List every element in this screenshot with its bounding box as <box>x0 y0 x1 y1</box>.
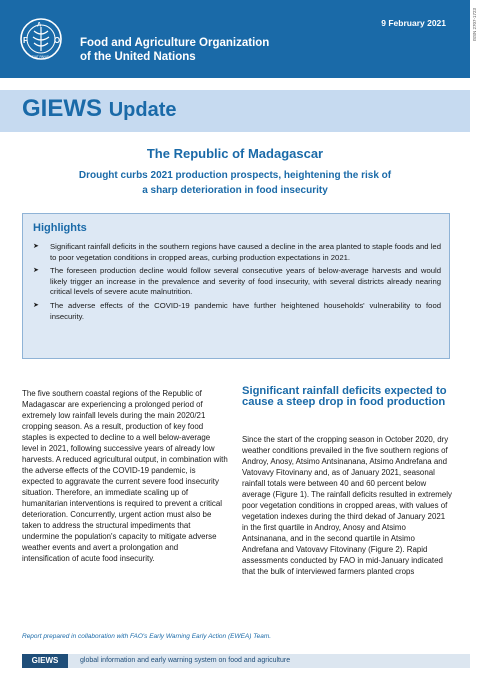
subtitle-line-1: Drought curbs 2021 production prospects, heightening the risk of <box>78 170 392 181</box>
highlights-list <box>33 242 441 325</box>
arrow-bullet-icon: ➤ <box>33 267 39 275</box>
org-name-line1: Food and Agriculture Organization <box>80 37 270 49</box>
band-title <box>22 95 176 123</box>
publication-date: 9 February 2021 <box>381 18 446 28</box>
issn-number: ISSN 2707-1723 <box>472 8 477 42</box>
highlight-text: Significant rainfall deficits in the southern regions have caused a decline in the area planted to staple foods and led to poor vegetation conditions in cropped areas, curbing production expectations in 2021. <box>50 242 441 262</box>
band-title-main: GIEWS <box>22 95 103 122</box>
footer-text: global information and early warning system on food and agriculture <box>80 657 291 664</box>
band-title-sub: Update <box>108 99 177 121</box>
highlight-text: The foreseen production decline would follow several consecutive years of below-average harvests and would likely trigger an increase in the prevalence and severity of food insecurity, with several districts already nearing critical levels of severe acute malnutrition. <box>50 266 441 297</box>
svg-text:A: A <box>37 22 42 29</box>
document-subtitle <box>60 168 410 198</box>
highlights-title: Highlights <box>33 222 87 234</box>
arrow-bullet-icon: ➤ <box>33 243 39 250</box>
org-name <box>80 36 269 64</box>
subtitle-line-2: a sharp deterioration in food insecurity <box>142 185 328 196</box>
highlight-item <box>33 266 441 298</box>
footer-label: GIEWS <box>22 654 68 668</box>
arrow-bullet-icon: ➤ <box>33 301 39 309</box>
section-heading: Significant rainfall deficits expected to cause a steep drop in food production <box>242 385 447 408</box>
svg-text:O: O <box>54 36 61 45</box>
svg-text:FIAT PANIS: FIAT PANIS <box>32 55 49 59</box>
header-banner <box>0 0 470 78</box>
highlight-text: The adverse effects of the COVID-19 pandemic have further heightened households' vulnerability to food insecurity. <box>50 300 441 321</box>
highlights-box <box>22 213 450 359</box>
highlight-item <box>33 242 441 263</box>
svg-text:F: F <box>23 36 28 45</box>
org-name-line2: of the United Nations <box>80 51 196 63</box>
footer-bar <box>22 654 470 668</box>
document-title: The Republic of Madagascar <box>146 146 324 161</box>
highlight-item <box>33 301 441 322</box>
left-column-text: The five southern coastal regions of the Republic of Madagascar are experiencing a prolonged period of extremely low rainfall levels during the main 2020/21 cropping season. As a result, production of key food staples is expected to decline to a well below-average level in 2021, following successive years of already low harvests. A reduced agricultural output, in combination with the adverse effects of the COVID-19 pandemic, is expected to aggravate the current severe food insecurity situation. Therefore, an immediate scaling up of humanitarian interventions is required to prevent a critical deterioration. Concurrently, urgent action must also be taken to address the structural impediments that undermine the population's capacity to mitigate adverse weather events and avert a prolongation and intensification of acute food insecurity. <box>22 389 228 563</box>
fao-logo <box>20 18 62 60</box>
right-column-text: Since the start of the cropping season in October 2020, dry weather conditions prevailed in the five southern regions of Androy, Anosy, Atsimo Antsinanana, Atsimo Andrefana and Vatovavy Fitovinany and, as of January 2021, seasonal rainfall totals were between 40 and 60 percent below average (Figure 1). The rainfall deficits resulted in extremely poor vegetation conditions in cropped areas, with values of vegetation indexes during the third dekad of January 2021 in the first quartile in Androy, Anosy and Atsimo Antsinanana, and in the second quartile in Atsimo Andrefana and Vatovavy Fitovinany (Figure 2). Rapid assessments conducted by FAO in mid-January indicated that the bulk of interviewed farmers planted crops <box>242 435 452 576</box>
footnote: Report prepared in collaboration with FAO's Early Warning Early Action (EWEA) Team. <box>22 633 272 640</box>
giews-update-band <box>0 90 470 132</box>
